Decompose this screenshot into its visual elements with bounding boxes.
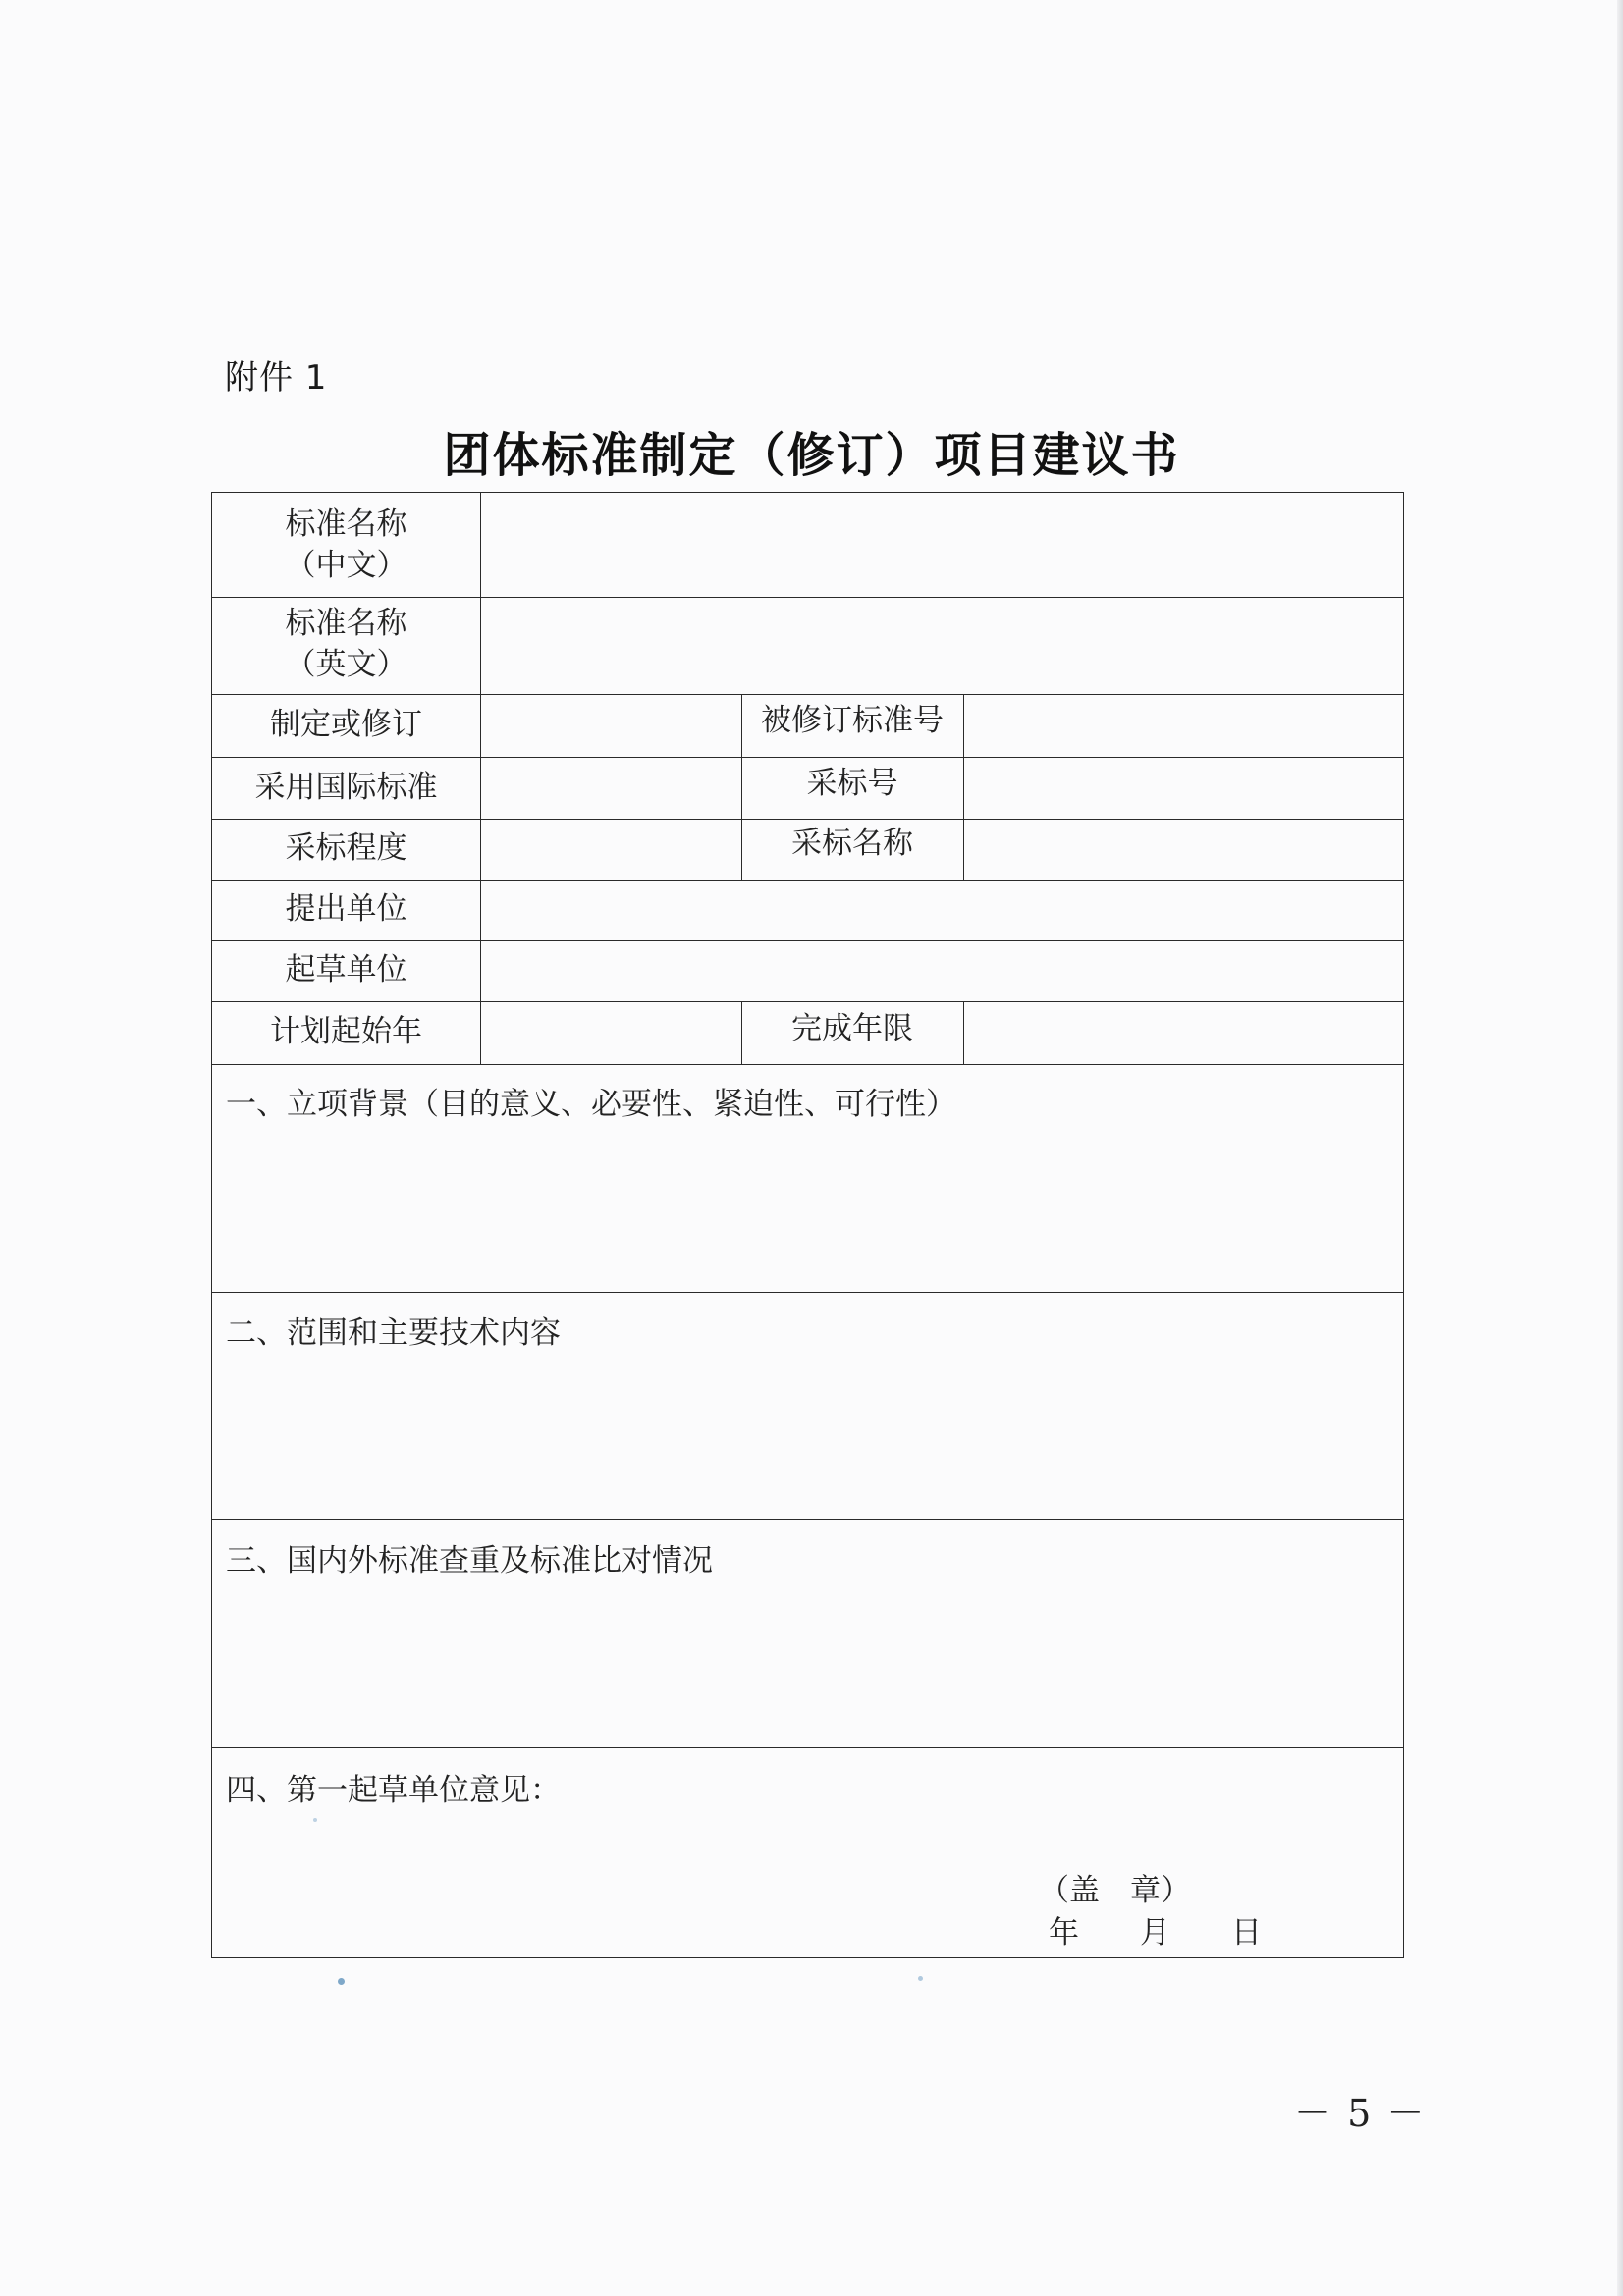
label-adopt-intl-std: 采用国际标准 (254, 770, 438, 805)
label-adopted-name: 采标名称 (791, 826, 913, 861)
section-background: 一、立项背景（目的意义、必要性、紧迫性、可行性） (226, 1087, 956, 1122)
label-adoption-degree: 采标程度 (285, 830, 407, 866)
label-proposer: 提出单位 (285, 891, 407, 927)
row-divider (212, 694, 1403, 695)
row-divider (212, 1064, 1403, 1065)
scan-speck (918, 1976, 923, 1981)
page-title: 团体标准制定（修订）项目建议书 (443, 428, 1180, 483)
row-divider (212, 1292, 1403, 1293)
label-adopted-no: 采标号 (806, 766, 898, 801)
label-deadline: 完成年限 (791, 1011, 913, 1046)
page-number: － 5 － (1294, 2092, 1427, 2135)
row-divider (212, 597, 1403, 598)
row-divider (212, 819, 1403, 820)
label-name-en: 标准名称 (285, 606, 407, 641)
signature-date: 年 月 日 (1049, 1915, 1262, 1950)
label-revised-std-no: 被修订标准号 (761, 703, 944, 738)
row-divider (212, 880, 1403, 881)
label-plan-start-year: 计划起始年 (270, 1014, 422, 1049)
section-drafter-opinion: 四、第一起草单位意见： (226, 1773, 561, 1808)
row-divider (212, 940, 1403, 941)
label-name-cn: 标准名称 (285, 507, 407, 542)
scan-speck (313, 1818, 317, 1822)
section-duplication-check: 三、国内外标准查重及标准比对情况 (226, 1543, 713, 1578)
row-divider (212, 1747, 1403, 1748)
page-edge-shadow (1617, 0, 1623, 2296)
column-divider (963, 1001, 964, 1064)
row-divider (212, 1001, 1403, 1002)
column-divider (480, 493, 481, 1064)
label-draft-or-revise: 制定或修订 (270, 707, 422, 742)
annex-label: 附件 1 (225, 358, 328, 398)
label-drafter: 起草单位 (285, 952, 407, 988)
section-scope: 二、范围和主要技术内容 (226, 1315, 561, 1351)
proposal-form-table (211, 492, 1404, 1958)
column-divider (963, 694, 964, 880)
scan-speck (338, 1978, 345, 1985)
row-divider (212, 757, 1403, 758)
label-name-en-suffix: （英文） (285, 647, 407, 682)
stamp-label: （盖 章） (1039, 1873, 1191, 1908)
row-divider (212, 1519, 1403, 1520)
label-name-cn-suffix: （中文） (285, 548, 407, 583)
